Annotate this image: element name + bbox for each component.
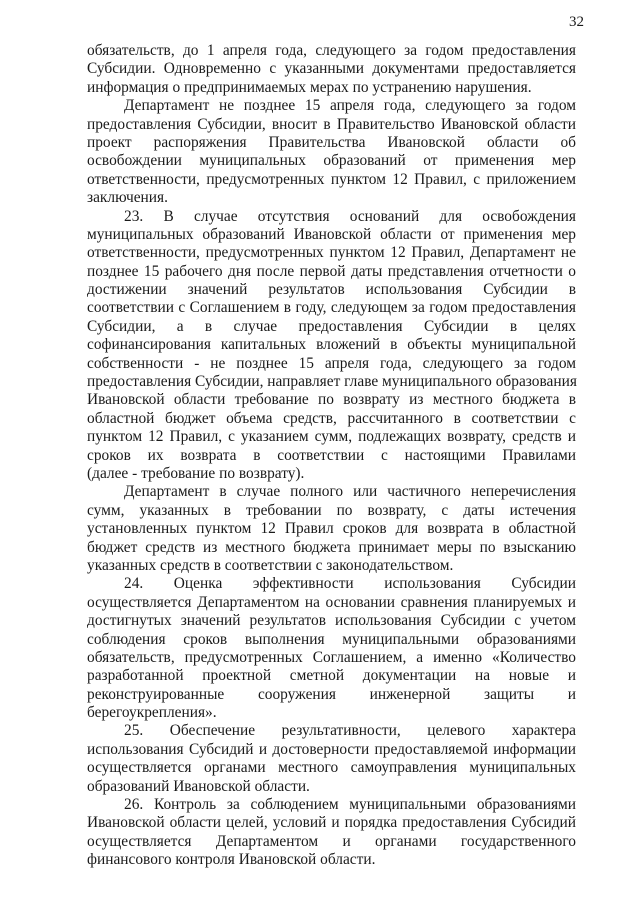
- text-line: Субсидии. Одновременно с указанными документами предоставляется: [87, 60, 576, 78]
- text-line: реконструированные сооружения инженерной защиты и: [87, 685, 576, 703]
- text-line: собственности - не позднее 15 апреля года, следующего за годом: [87, 354, 576, 372]
- paragraph-dept-measures: [87, 483, 576, 575]
- text-line: достигнутых значений результатов использования Субсидии с учетом: [87, 612, 576, 630]
- paragraph-p23: [87, 208, 576, 484]
- paragraph-p25: [87, 722, 576, 796]
- text-line: позднее 15 рабочего дня после первой даты представления отчетности о: [87, 262, 576, 280]
- text-line: разработанной проектной сметной документации на новые и: [87, 667, 576, 685]
- text-line: осуществляется Департаментом и органами государственного: [87, 832, 576, 850]
- text-line: предоставления Субсидии, вносит в Правительство Ивановской области: [87, 115, 576, 133]
- text-line: Ивановской области целей, условий и порядка предоставления Субсидий: [87, 814, 576, 832]
- text-line: проект распоряжения Правительства Ивановской области об: [87, 133, 576, 151]
- text-line: ответственности, предусмотренных пунктом 12 Правил, Департамент не: [87, 244, 576, 262]
- text-line: использования Субсидий и достоверности предоставляемой информации: [87, 740, 576, 758]
- text-line: 23. В случае отсутствия оснований для освобождения: [124, 207, 576, 225]
- text-line: 25. Обеспечение результативности, целевого характера: [124, 722, 576, 740]
- text-line: берегоукрепления».: [87, 704, 217, 722]
- document-body: [87, 42, 576, 870]
- text-line: соблюдения сроков выполнения муниципальными образованиями: [87, 630, 576, 648]
- text-line: осуществляется органами местного самоуправления муниципальных: [87, 759, 576, 777]
- text-line: пунктом 12 Правил, с указанием сумм, подлежащих возврату, средств и: [87, 428, 576, 446]
- text-line: 26. Контроль за соблюдением муниципальными образованиями: [124, 796, 576, 814]
- text-line: софинансирования капитальных вложений в объекты муниципальной: [87, 336, 576, 354]
- text-line: заключения.: [87, 189, 168, 207]
- text-line: финансового контроля Ивановской области.: [87, 851, 376, 869]
- text-line: предоставления Субсидии, направляет главе муниципального образования: [87, 373, 577, 391]
- text-line: осуществляется Департаментом на основании сравнения планируемых и: [87, 593, 576, 611]
- text-line: освобождении муниципальных образований от применения мер: [87, 152, 576, 170]
- paragraph-dept-april: [87, 97, 576, 207]
- text-line: Ивановской области требование по возврату из местного бюджета в: [87, 391, 576, 409]
- paragraph-p24: [87, 575, 576, 722]
- text-line: Субсидии, а в случае предоставления Субсидии в целях: [87, 317, 576, 335]
- text-line: обязательств, предусмотренных Соглашением, а именно «Количество: [87, 648, 576, 666]
- text-line: установленных пунктом 12 Правил сроков для возврата в областной: [87, 520, 576, 538]
- text-line: сроков их возврата в соответствии с настоящими Правилами: [87, 446, 576, 464]
- text-line: достижении значений результатов использования Субсидии в: [87, 281, 576, 299]
- paragraph-cont: [87, 42, 576, 97]
- text-line: муниципальных образований Ивановской области от применения мер: [87, 225, 576, 243]
- text-line: бюджет средств из местного бюджета принимает меры по взысканию: [87, 538, 576, 556]
- text-line: сумм, указанных в требовании по возврату, с даты истечения: [87, 501, 576, 519]
- text-line: соответствии с Соглашением в году, следующем за годом предоставления: [87, 299, 576, 317]
- text-line: Департамент в случае полного или частичного неперечисления: [124, 483, 576, 501]
- text-line: обязательств, до 1 апреля года, следующего за годом предоставления: [87, 42, 576, 59]
- text-line: 24. Оценка эффективности использования Субсидии: [124, 575, 576, 593]
- paragraph-p26: [87, 796, 576, 870]
- text-line: указанных средств в соответствии с законодательством.: [87, 556, 454, 574]
- page-number: 32: [569, 14, 584, 30]
- text-line: (далее - требование по возврату).: [87, 464, 305, 482]
- text-line: информация о предпринимаемых мерах по устранению нарушения.: [87, 78, 532, 96]
- text-line: ответственности, предусмотренных пунктом 12 Правил, с приложением: [87, 170, 576, 188]
- text-line: Департамент не позднее 15 апреля года, следующего за годом: [124, 97, 576, 115]
- text-line: образований Ивановской области.: [87, 777, 310, 795]
- text-line: областной бюджет объема средств, рассчитанного в соответствии с: [87, 409, 576, 427]
